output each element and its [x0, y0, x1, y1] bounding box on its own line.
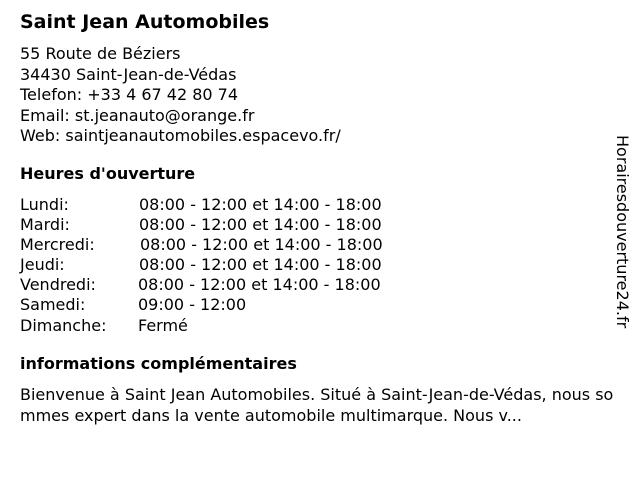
day-hours: 08:00 - 12:00 et 14:00 - 18:00	[138, 275, 381, 295]
day-label: Dimanche:	[20, 315, 107, 335]
day-hours: 08:00 - 12:00 et 14:00 - 18:00	[139, 215, 382, 235]
contact-block	[20, 44, 341, 147]
opening-hours-table	[20, 195, 440, 336]
day-hours: 08:00 - 12:00 et 14:00 - 18:00	[139, 255, 382, 275]
hours-row-saturday	[20, 295, 440, 315]
day-hours: 09:00 - 12:00	[138, 295, 247, 315]
email-line: Email: st.jeanauto@orange.fr	[20, 105, 255, 125]
hours-row-thursday	[20, 255, 440, 275]
day-hours: 08:00 - 12:00 et 14:00 - 18:00	[140, 235, 383, 255]
hours-row-friday	[20, 275, 440, 295]
day-hours: 08:00 - 12:00 et 14:00 - 18:00	[139, 195, 382, 214]
hours-row-tuesday	[20, 215, 440, 235]
site-watermark: Horairesdouverture24.fr	[613, 135, 632, 329]
address-street: 55 Route de Béziers	[20, 44, 181, 63]
opening-hours-heading: Heures d'ouverture	[20, 164, 196, 183]
additional-info-text: Bienvenue à Saint Jean Automobiles. Situé à Saint-Jean-de-Védas, nous sommes expert dans la vente automobile multimarque. Nous v...	[20, 385, 614, 425]
address-city: 34430 Saint-Jean-de-Védas	[20, 64, 237, 84]
additional-info-heading: informations complémentaires	[20, 354, 297, 373]
phone-line: Telefon: +33 4 67 42 80 74	[20, 85, 239, 104]
business-name: Saint Jean Automobiles	[20, 11, 270, 33]
day-label: Lundi:	[20, 195, 69, 214]
hours-row-monday	[20, 195, 440, 215]
day-label: Mardi:	[20, 215, 70, 235]
hours-row-sunday	[20, 316, 440, 336]
day-hours: Fermé	[138, 315, 188, 335]
day-label: Jeudi:	[20, 255, 65, 275]
hours-row-wednesday	[20, 235, 440, 255]
day-label: Vendredi:	[20, 275, 96, 295]
day-label: Mercredi:	[20, 235, 95, 255]
web-line: Web: saintjeanautomobiles.espacevo.fr/	[20, 126, 341, 145]
day-label: Samedi:	[20, 295, 86, 315]
